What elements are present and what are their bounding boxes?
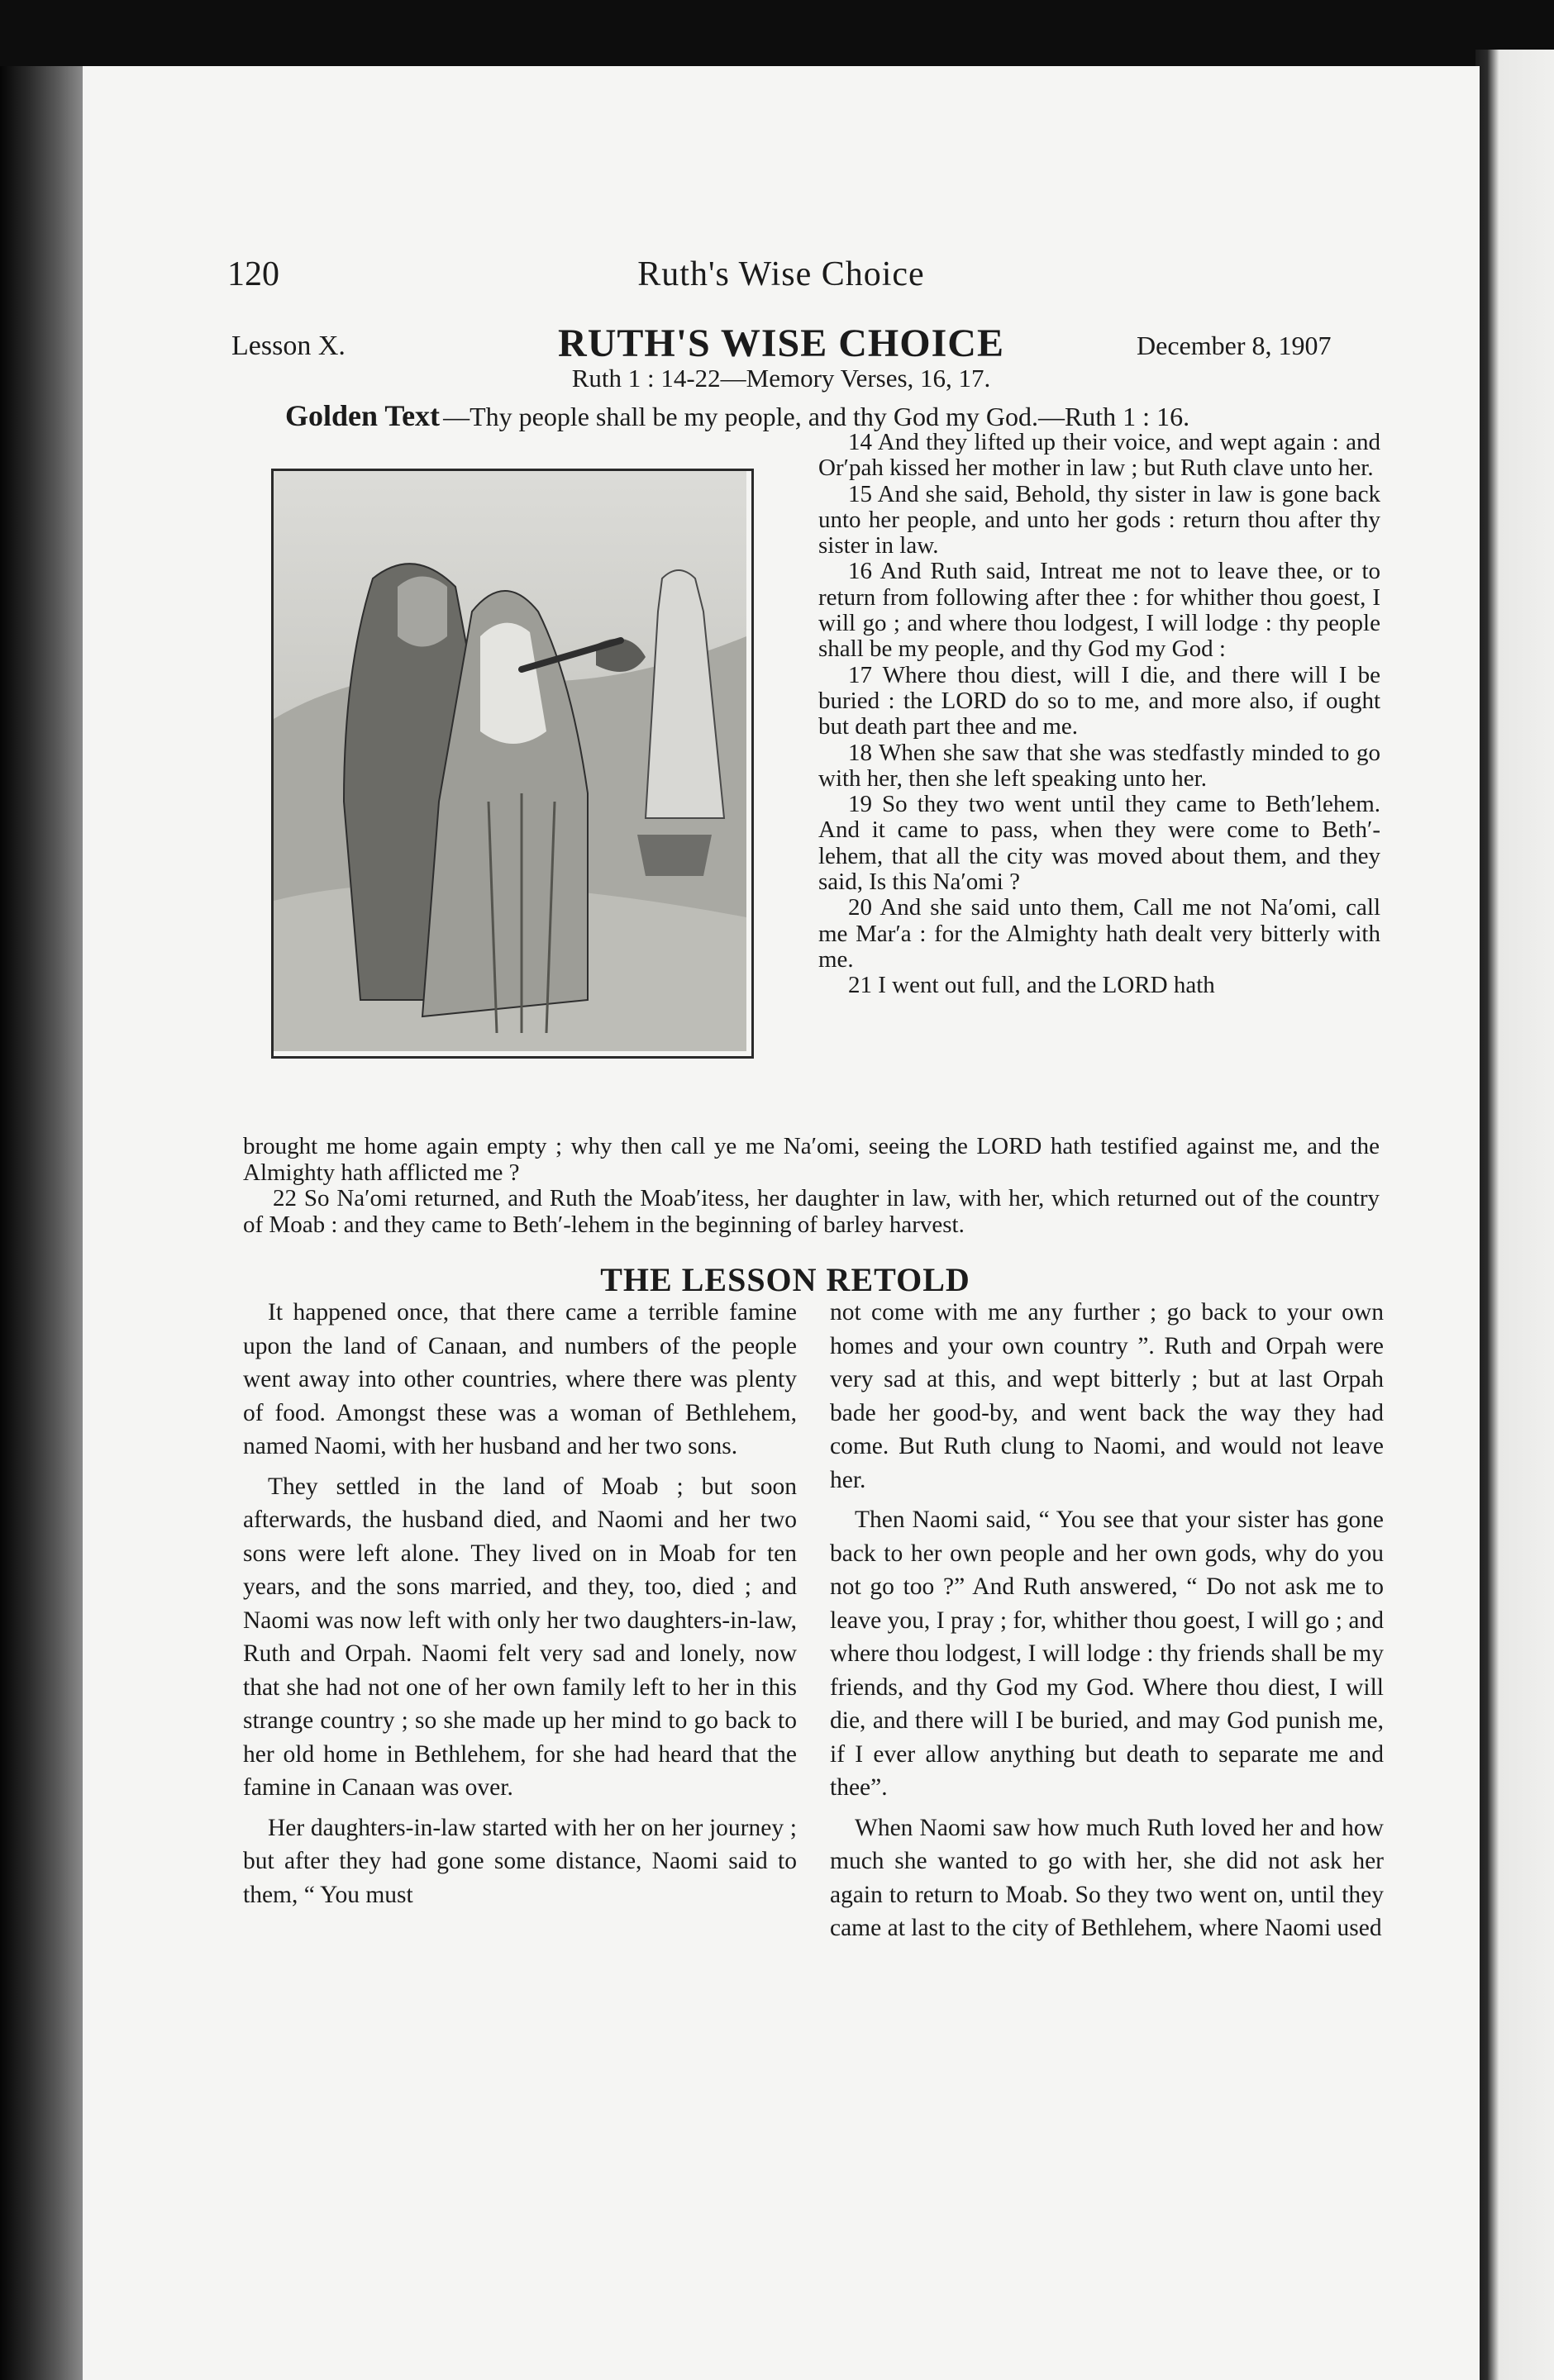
lesson-date: December 8, 1907 xyxy=(1137,331,1332,360)
verse-17: 17 Where thou diest, will I die, and there will I be buried : the LORD do so to me, and more also, if ought but death part thee and me. xyxy=(818,661,1380,740)
verse-16: 16 And Ruth said, Intreat me not to leave thee, or to return from following after thee : for whither thou goest, I will go ; and where thou lodgest, I will lodge : thy people shall be my people, and thy God my God : xyxy=(818,558,1380,663)
retold-paragraph: It happened once, that there came a terrible famine upon the land of Canaan, and numbers of the people went away into other countries, where there was plenty of food. Amongst these was a woman of Bethlehem, named Naomi, with her husband and her two sons. xyxy=(243,1299,797,1459)
verse-21-continued: brought me home again empty ; why then call ye me Na′omi, seeing the LORD hath testified against me, and the Almighty hath afflicted me ? xyxy=(243,1133,1380,1186)
lesson-title: RUTH'S WISE CHOICE xyxy=(558,321,1004,365)
verse-18: 18 When she saw that she was stedfastly minded to go with her, then she left speaking unto her. xyxy=(818,739,1380,792)
golden-text-label: Golden Text xyxy=(285,399,441,432)
golden-text xyxy=(285,398,1189,433)
facing-page-edge xyxy=(1475,50,1554,2380)
scripture-verses-full-width xyxy=(243,1134,1380,1238)
ruth-naomi-illustration xyxy=(271,469,754,1059)
verse-20: 20 And she said unto them, Call me not Na′omi, call me Mar′a : for the Almighty hath dealt very bitterly with me. xyxy=(818,894,1380,973)
retold-paragraph: When Naomi saw how much Ruth loved her and how much she wanted to go with her, she did not ask her again to return to Moab. So they two went on, until they came at last to the city of Bethlehem, where Naomi used xyxy=(830,1814,1384,1941)
verse-15: 15 And she said, Behold, thy sister in law is gone back unto her people, and unto her gods : return thou after thy sister in law. xyxy=(818,480,1380,559)
book-spine-shadow xyxy=(0,66,83,2380)
verse-19: 19 So they two went until they came to Beth′lehem. And it came to pass, when they were come to Beth′-lehem, that all the city was moved about them, and they said, Is this Na′omi ? xyxy=(818,791,1380,896)
scripture-reference: Ruth 1 : 14-22—Memory Verses, 16, 17. xyxy=(571,364,991,393)
verse-21: 21 I went out full, and the LORD hath xyxy=(848,972,1215,999)
retold-paragraph: Then Naomi said, “ You see that your sister has gone back to her own people and her own gods, why do you not go too ?” And Ruth answered, “ Do not ask me to leave you, I pray ; for, whither thou goest, I will go ; and where thou lodgest, I will lodge : thy friends shall be my friends, and thy God my God. Where thou diest, I will die, and there will I be buried, and may God punish me, if I ever allow anything but death to separate me and thee”. xyxy=(830,1507,1384,1801)
retold-column-right xyxy=(830,1296,1384,1952)
scripture-verses-column xyxy=(818,430,1380,999)
retold-column-left xyxy=(243,1296,797,1918)
lesson-retold-heading: THE LESSON RETOLD xyxy=(600,1261,970,1298)
golden-text-body: —Thy people shall be my people, and thy God my God.—Ruth 1 : 16. xyxy=(443,402,1190,431)
book-page xyxy=(83,66,1480,2380)
verse-14: 14 And they lifted up their voice, and wept again : and Or′pah kissed her mother in law ; but Ruth clave unto her. xyxy=(818,429,1380,482)
retold-paragraph: not come with me any further ; go back to your own homes and your own country ”. Ruth and Orpah were very sad at this, and wept bitterly ; but at last Orpah bade her good-by, and went back the way they had come. But Ruth clung to Naomi, and would not leave her. xyxy=(830,1299,1384,1493)
engraving-image xyxy=(274,471,746,1051)
page-number: 120 xyxy=(227,255,279,293)
lesson-number: Lesson X. xyxy=(231,331,346,361)
verse-22: 22 So Na′omi returned, and Ruth the Moab′itess, her daughter in law, with her, which returned out of the country of Moab : and they came to Beth′-lehem in the beginning of barley harvest. xyxy=(243,1185,1380,1238)
running-title: Ruth's Wise Choice xyxy=(637,255,925,293)
retold-paragraph: Her daughters-in-law started with her on her journey ; but after they had gone some distance, Naomi said to them, “ You must xyxy=(243,1814,797,1908)
retold-paragraph: They settled in the land of Moab ; but soon afterwards, the husband died, and Naomi and her two sons were left alone. They lived on in Moab for ten years, and the sons married, and they, too, died ; and Naomi was now left with only her two daughters-in-law, Ruth and Orpah. Naomi felt very sad and lonely, now that she had not one of her own family left to her in this strange country ; so she made up her mind to go back to her old home in Bethlehem, for she had heard that the famine in Canaan was over. xyxy=(243,1473,797,1801)
